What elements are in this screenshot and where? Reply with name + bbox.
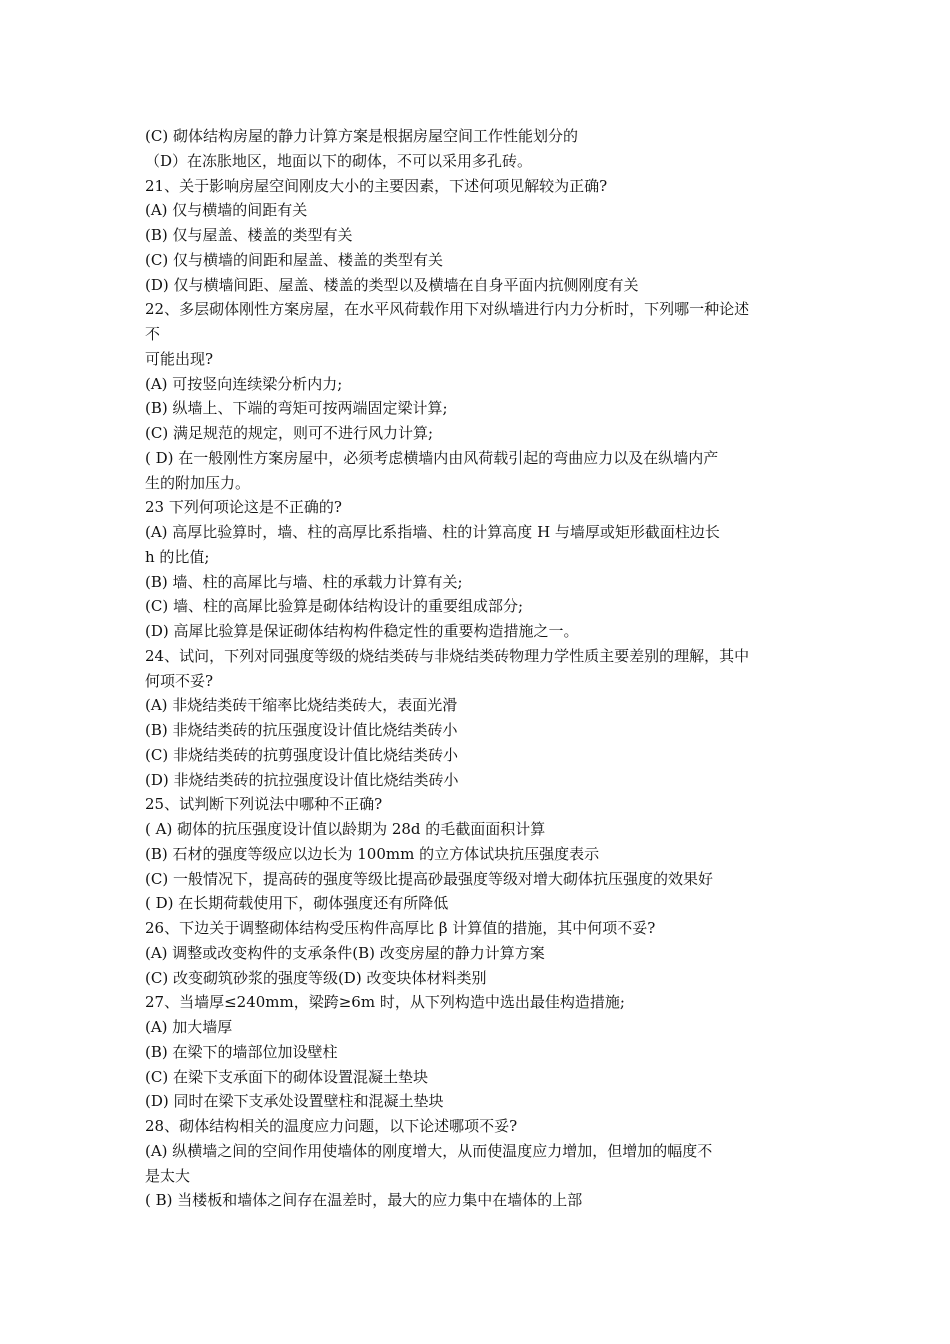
text-line: (B) 仅与屋盖、楼盖的类型有关 bbox=[145, 226, 353, 244]
text-line: 22、多层砌体刚性方案房屋，在水平风荷载作用下对纵墙进行内力分析时，下列哪一种论述 bbox=[145, 300, 750, 319]
text-line: (A) 仅与横墙的间距有关 bbox=[145, 201, 308, 220]
text-line: 不 bbox=[145, 325, 161, 343]
text-line: ( D) 在一般刚性方案房屋中，必须考虑横墙内由风荷载引起的弯曲应力以及在纵墙内产 bbox=[145, 448, 719, 467]
text-line: (C) 仅与横墙的间距和屋盖、楼盖的类型有关 bbox=[145, 250, 443, 269]
text-line: (C) 满足规范的规定，则可不进行风力计算; bbox=[145, 424, 434, 442]
text-line: h 的比值; bbox=[145, 547, 210, 566]
text-line: 21、关于影响房屋空间刚皮大小的主要因素，下述何项见解较为正确? bbox=[145, 176, 608, 195]
text-line: （D）在冻胀地区，地面以下的砌体，不可以采用多孔砖。 bbox=[145, 151, 533, 170]
text-line: 26、下边关于调整砌体结构受压构件高厚比 β 计算值的措施，其中何项不妥? bbox=[145, 919, 656, 937]
text-line: (C) 一般情况下，提高砖的强度等级比提高砂最强度等级对增大砌体抗压强度的效果好 bbox=[145, 869, 713, 888]
text-line: 27、当墙厚≤240mm，梁跨≥6m 时，从下列构造中选出最佳构造措施; bbox=[145, 993, 625, 1012]
text-line: (A) 调整或改变构件的支承条件(B) 改变房屋的静力计算方案 bbox=[145, 943, 545, 962]
text-line: ( B) 当楼板和墙体之间存在温差时，最大的应力集中在墙体的上部 bbox=[145, 1191, 583, 1210]
text-line: (A) 加大墙厚 bbox=[145, 1018, 233, 1036]
text-line: 24、试问，下列对同强度等级的烧结类砖与非烧结类砖物理力学性质主要差别的理解，其中 bbox=[145, 646, 750, 665]
text-line: (C) 在梁下支承面下的砌体设置混凝土垫块 bbox=[145, 1067, 428, 1086]
text-line: (C) 非烧结类砖的抗剪强度设计值比烧结类砖小 bbox=[145, 745, 458, 764]
text-line: 28、砌体结构相关的温度应力问题，以下论述哪项不妥? bbox=[145, 1117, 518, 1135]
text-line: (D) 同时在梁下支承处设置壁柱和混凝土垫块 bbox=[145, 1092, 444, 1111]
text-line: (A) 纵横墙之间的空间作用使墙体的刚度增大，从而使温度应力增加，但增加的幅度不 bbox=[145, 1141, 713, 1160]
text-line: 25、试判断下列说法中哪种不正确? bbox=[145, 795, 383, 814]
text-line: (C) 改变砌筑砂浆的强度等级(D) 改变块体材料类别 bbox=[145, 968, 487, 987]
text-line: 生的附加压力。 bbox=[145, 473, 251, 492]
text-line: (D) 非烧结类砖的抗拉强度设计值比烧结类砖小 bbox=[145, 770, 459, 789]
text-line: (B) 石材的强度等级应以边长为 100mm 的立方体试块抗压强度表示 bbox=[145, 844, 600, 863]
text-line: (C) 砌体结构房屋的静力计算方案是根据房屋空间工作性能划分的 bbox=[145, 127, 578, 145]
text-line: ( D) 在长期荷载使用下，砌体强度还有所降低 bbox=[145, 894, 449, 913]
text-line: (D) 高犀比验算是保证砌体结构构件稳定性的重要构造措施之一。 bbox=[145, 622, 579, 640]
text-line: 可能出现? bbox=[145, 349, 214, 368]
text-line: 23 下列何项论这是不正确的? bbox=[145, 498, 342, 517]
text-line: (B) 墙、柱的高犀比与墙、柱的承载力计算有关; bbox=[145, 572, 463, 591]
text-line: (B) 在梁下的墙部位加设壁柱 bbox=[145, 1042, 338, 1061]
text-line: (A) 可按竖向连续梁分析内力; bbox=[145, 374, 343, 393]
document-body bbox=[145, 124, 815, 1213]
text-line: 是太大 bbox=[145, 1166, 191, 1185]
text-line: (D) 仅与横墙间距、屋盖、楼盖的类型以及横墙在自身平面内抗侧刚度有关 bbox=[145, 275, 639, 294]
text-line: (B) 纵墙上、下端的弯矩可按两端固定梁计算; bbox=[145, 399, 448, 418]
text-line: (C) 墙、柱的高犀比验算是砌体结构设计的重要组成部分; bbox=[145, 597, 524, 616]
text-line: 何项不妥? bbox=[145, 671, 214, 690]
text-line: (A) 非烧结类砖干缩率比烧结类砖大，表面光滑 bbox=[145, 696, 458, 715]
text-line: (B) 非烧结类砖的抗压强度设计值比烧结类砖小 bbox=[145, 721, 458, 739]
text-line: (A) 高厚比验算时，墙、柱的高厚比系指墙、柱的计算高度 H 与墙厚或矩形截面柱边长 bbox=[145, 523, 720, 541]
text-line: ( A) 砌体的抗压强度设计值以龄期为 28d 的毛截面面积计算 bbox=[145, 820, 546, 838]
